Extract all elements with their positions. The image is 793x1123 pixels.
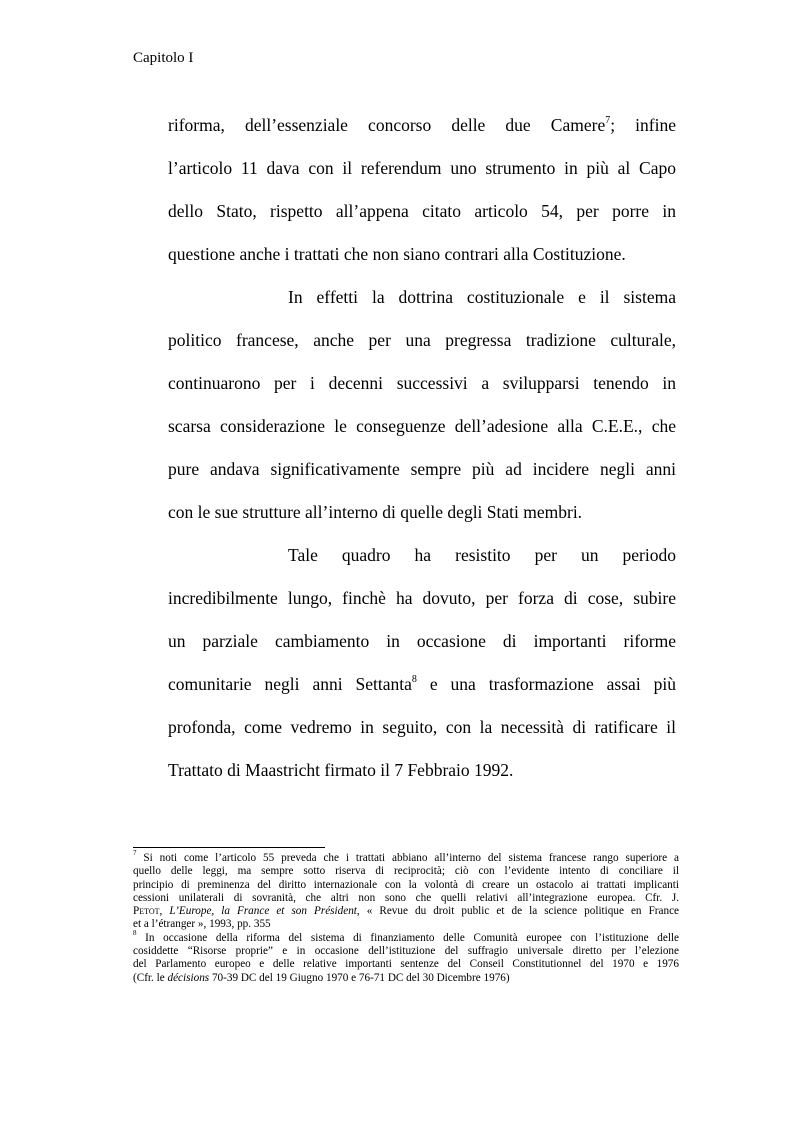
footnote-line: Petot, L’Europe, la France et son Président, « Revue du droit public et de la science politique en France bbox=[133, 905, 680, 918]
footnote-ref-7[interactable]: 7 bbox=[605, 115, 611, 127]
footnote-number: 7 bbox=[133, 849, 137, 858]
text-line bbox=[168, 110, 676, 153]
footnote-7 bbox=[133, 849, 680, 932]
text-line: pure andava significativamente sempre più ad incidere negli anni bbox=[168, 459, 676, 479]
italic-term: décisions bbox=[167, 971, 210, 984]
page-header: Capitolo I bbox=[133, 50, 194, 66]
text-line: Tale quadro ha resistito per un periodo bbox=[288, 545, 676, 565]
footnote-text: In occasione della riforma del sistema di finanziamento delle Comunità europee con l’istituzione delle bbox=[145, 931, 679, 944]
text-line: dello Stato, rispetto all’appena citato articolo 54, per porre in bbox=[168, 201, 676, 221]
text-line: questione anche i trattati che non siano contrari alla Costituzione. bbox=[168, 244, 626, 264]
text-line: incredibilmente lungo, finchè ha dovuto, per forza di cose, subire bbox=[168, 588, 676, 608]
footnote-text: Si noti come l’articolo 55 preveda che i trattati abbiano all’interno del sistema francese rango superiore a bbox=[143, 852, 679, 864]
footnote-line: cessioni unilaterali di sovranità, che altri non sono che quelli relativi all’integrazione europea. Cfr. J. bbox=[133, 891, 679, 904]
author-name: Petot bbox=[133, 905, 160, 918]
text-line: profonda, come vedremo in seguito, con la necessità di ratificare il bbox=[168, 717, 676, 737]
footnote-line: principio di preminenza del diritto internazionale con la volontà di creare un ostacolo ai trattati implicanti bbox=[133, 878, 679, 891]
footnote-line: del Parlamento europeo e delle relative importanti sentenze del Conseil Constitutionnel del 1970 e 1976 bbox=[133, 958, 679, 971]
footnote-8 bbox=[133, 929, 679, 985]
text-segment: comunitarie negli anni Settanta bbox=[168, 674, 412, 694]
text-line: l’articolo 11 dava con il referendum uno strumento in più al Capo bbox=[168, 158, 676, 178]
footnote-line: et a l’étranger », 1993, pp. 355 bbox=[133, 918, 271, 931]
text-line: con le sue strutture all’interno di quelle degli Stati membri. bbox=[168, 502, 583, 522]
book-title: L’Europe, la France et son Président bbox=[169, 905, 357, 918]
main-text bbox=[168, 110, 676, 798]
footnote-line bbox=[133, 849, 679, 865]
footnote-ref-8[interactable]: 8 bbox=[411, 674, 417, 686]
text-line: un parziale cambiamento in occasione di importanti riforme bbox=[168, 631, 676, 651]
text-segment: riforma, dell’essenziale concorso delle due Camere bbox=[168, 115, 606, 135]
text-segment: ; infine bbox=[610, 115, 676, 135]
footnote-text: , « Revue du droit public et de la science politique en France bbox=[356, 905, 680, 918]
footnote-text: 70-39 DC del 19 Giugno 1970 e 76-71 DC del 30 Dicembre 1976) bbox=[209, 971, 510, 984]
text-line: In effetti la dottrina costituzionale e il sistema bbox=[288, 287, 676, 307]
footnotes bbox=[133, 849, 680, 985]
text-line: politico francese, anche per una pregressa tradizione culturale, bbox=[168, 330, 676, 350]
footnote-line: cosiddette “Risorse proprie” e in occasione dell’istituzione del suffragio universale diretto per l’elezione bbox=[133, 945, 679, 958]
text-line: Trattato di Maastricht firmato il 7 Febbraio 1992. bbox=[168, 760, 514, 780]
footnote-separator bbox=[133, 847, 325, 848]
text-line: continuarono per i decenni successivi a svilupparsi tenendo in bbox=[168, 373, 676, 393]
footnote-line bbox=[133, 972, 679, 985]
text-segment: e una trasformazione assai più bbox=[416, 674, 676, 694]
text-line: scarsa considerazione le conseguenze dell’adesione alla C.E.E., che bbox=[168, 416, 676, 436]
footnote-line bbox=[133, 929, 679, 945]
footnote-line: quello delle leggi, ma sempre sotto riserva di reciprocità; ciò con l’evidente intento di conciliare il bbox=[133, 865, 679, 878]
footnote-text: (Cfr. le bbox=[133, 971, 168, 984]
footnote-number: 8 bbox=[133, 929, 137, 938]
text-line bbox=[168, 669, 676, 712]
